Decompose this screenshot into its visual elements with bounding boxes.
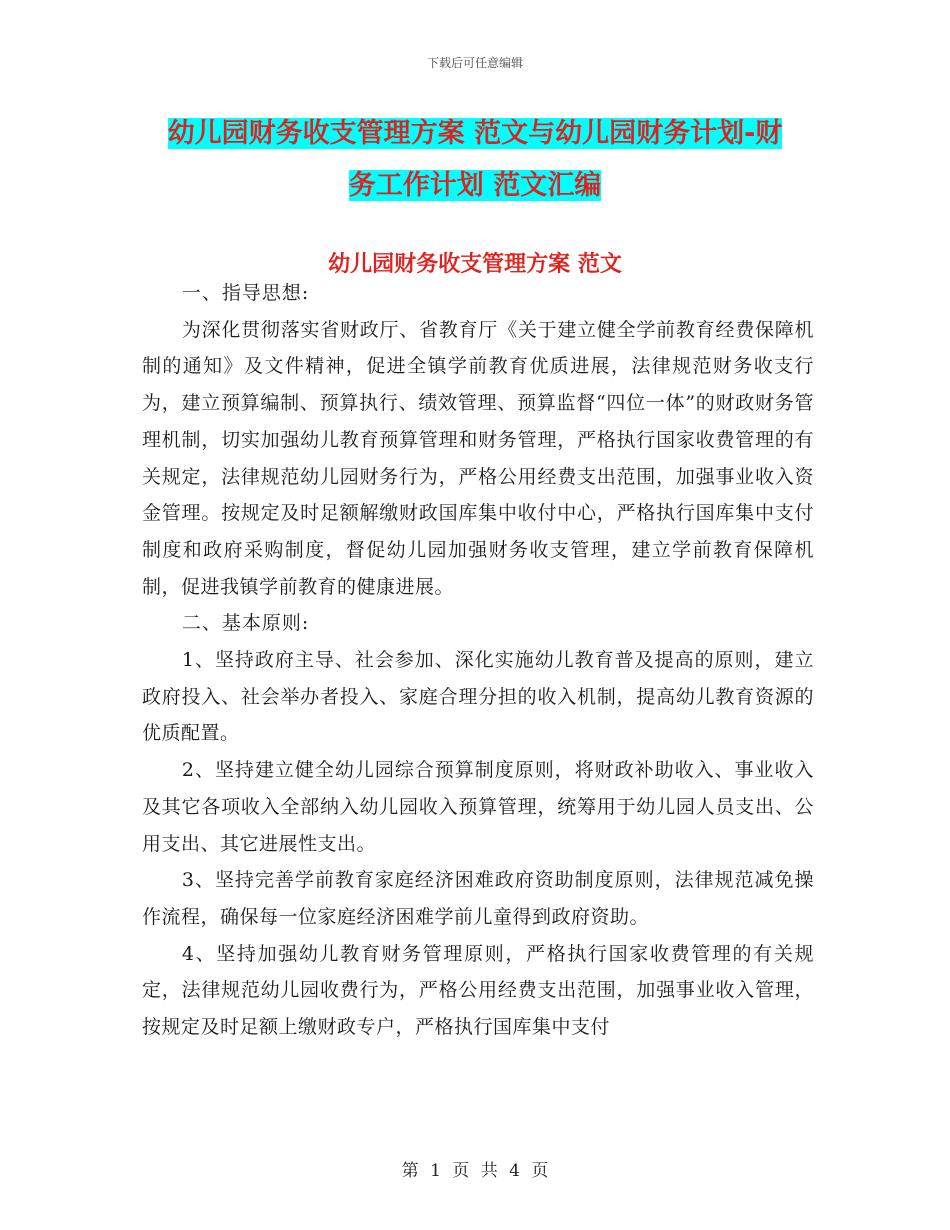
document-body [142,275,814,1046]
heading-guiding-ideology: 一、指导思想: [181,282,310,304]
document-title [140,108,810,212]
paragraph-principle-3: 3、坚持完善学前教育家庭经济困难政府资助制度原则，法律规范减免操作流程，确保每一位家庭经济困难学前儿童得到政府资助。 [142,869,814,928]
paragraph-principle-1: 1、坚持政府主导、社会参加、深化实施幼儿教育普及提高的原则，建立政府投入、社会举办者投入、家庭合理分担的收入机制，提高幼儿教育资源的优质配置。 [142,649,814,745]
paragraph-guiding-ideology: 为深化贯彻落实省财政厅、省教育厅《关于建立健全学前教育经费保障机制的通知》及文件精神，促进全镇学前教育优质进展，法律规范财务收支行为，建立预算编制、预算执行、绩效管理、预算监督“四位一体”的财政财务管理机制，切实加强幼儿教育预算管理和财务管理，严格执行国家收费管理的有关规定，法律规范幼儿园财务行为，严格公用经费支出范围，加强事业收入资金管理。按规定及时足额解缴财政国库集中收付中心，严格执行国库集中支付制度和政府采购制度，督促幼儿园加强财务收支管理，建立学前教育保障机制，促进我镇学前教育的健康进展。 [142,318,814,598]
section-title: 幼儿园财务收支管理方案 范文 [328,252,622,277]
heading-basic-principles: 二、基本原则: [181,612,310,635]
document-title-line2: 务工作计划 范文汇编 [348,170,602,201]
page-footer: 第 1 页 共 4 页 [401,1161,549,1181]
document-title-line1: 幼儿园财务收支管理方案 范文与幼儿园财务计划-财 [167,118,783,149]
header-note: 下载后可任意编辑 [426,56,523,70]
paragraph-principle-2: 2、坚持建立健全幼儿园综合预算制度原则，将财政补助收入、事业收入及其它各项收入全部纳入幼儿园收入预算管理，统筹用于幼儿园人员支出、公用支出、其它进展性支出。 [142,759,814,855]
paragraph-principle-4: 4、坚持加强幼儿教育财务管理原则，严格执行国家收费管理的有关规定，法律规范幼儿园收费行为，严格公用经费支出范围，加强事业收入管理，按规定及时足额上缴财政专户，严格执行国库集中支付 [142,942,814,1039]
